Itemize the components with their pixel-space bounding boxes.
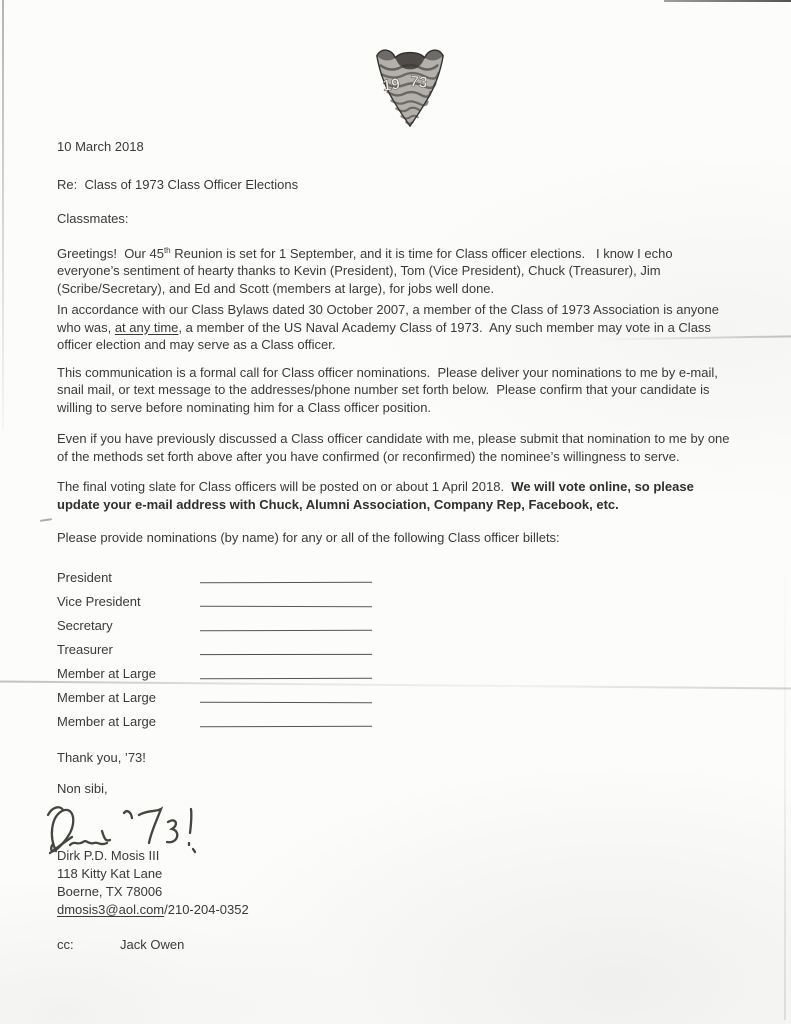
billet-row-treasurer xyxy=(57,637,737,661)
crest-year-right: 73 xyxy=(409,73,429,92)
nomination-blank-line xyxy=(200,653,372,654)
billet-row-secretary xyxy=(57,613,737,637)
scan-artifact-left-edge xyxy=(2,0,4,430)
billet-label: Member at Large xyxy=(57,689,156,705)
valediction: Non sibi, xyxy=(57,781,108,796)
letter-date: 10 March 2018 xyxy=(57,139,144,154)
subject-line: Re: Class of 1973 Class Officer Elections xyxy=(57,176,299,192)
billet-row-member-at-large-3 xyxy=(57,709,737,733)
billet-list xyxy=(57,565,737,733)
nomination-blank-line xyxy=(200,629,372,631)
paragraph-bylaws xyxy=(57,301,737,354)
scan-artifact-right-edge xyxy=(784,560,786,1020)
billet-label: Member at Large xyxy=(57,665,156,681)
paragraph-nomination-call: This communication is a formal call for Class officer nominations. Please deliver your nominations to me by e-mail, snail mail, or text message to the addresses/phone number set forth below. Please confirm that your candidate is willing to serve before nominating him for a Class officer position. xyxy=(57,364,722,415)
paragraph-voting-slate-text: The final voting slate for Class officers will be posted on or about 1 April 2018. xyxy=(57,479,512,494)
address-city-state-zip: Boerne, TX 78006 xyxy=(57,883,163,899)
contact-line xyxy=(57,901,737,919)
address-street: 118 Kitty Kat Lane xyxy=(57,865,163,881)
billet-row-member-at-large-1 xyxy=(57,661,737,685)
billet-label: President xyxy=(57,569,112,585)
cc-line xyxy=(57,936,737,954)
scan-artifact-margin-dash xyxy=(40,518,52,522)
salutation: Classmates: xyxy=(57,211,129,226)
billet-label: Member at Large xyxy=(57,713,156,729)
paragraph-greeting-text: Greetings! Our 45 xyxy=(57,245,164,261)
billet-row-vice-president xyxy=(57,589,737,613)
nomination-blank-line xyxy=(200,725,372,727)
paragraph-bylaws-text-cont: , a member of the US Naval Academy Class of 1973. Any such member may vote in a Class officer election and may serve as a Class officer. xyxy=(57,319,715,352)
cc-label: cc: xyxy=(57,936,74,952)
phone-number: /210-204-0352 xyxy=(164,901,249,917)
bold-online-voting-note: We will vote online, so please update your e-mail address with Chuck, Alumni Association, Company Rep, Facebook, etc. xyxy=(57,479,698,512)
cc-recipient: Jack Owen xyxy=(120,936,185,952)
class-of-1973-crest-logo xyxy=(370,46,450,128)
paragraph-resubmit-note: Even if you have previously discussed a Class officer candidate with me, please submit that nomination to me by one of the methods set forth above after you have confirmed (or reconfirmed) the nominee’s willingness to serve. xyxy=(57,431,734,464)
billet-label: Vice President xyxy=(57,593,141,609)
nomination-blank-line xyxy=(200,677,372,679)
billet-row-president xyxy=(57,565,737,589)
signer-name: Dirk P.D. Mosis III xyxy=(57,847,160,863)
underlined-phrase-at-any-time: at any time xyxy=(114,319,179,335)
handwritten-signature xyxy=(44,797,199,861)
billet-row-member-at-large-2 xyxy=(57,685,737,709)
nomination-blank-line xyxy=(200,605,372,606)
paragraph-greeting-text-cont: Reunion is set for 1 September, and it is time for Class officer elections. I know I echo everyone’s sentiment of hearty thanks to Kevin (President), Tom (Vice President), Chuck (Treasurer), Jim (Scribe/Secretary), and Ed and Scott (members at large), for jobs well done. xyxy=(57,245,677,296)
signature-strokes xyxy=(48,807,195,853)
billet-label: Secretary xyxy=(57,617,113,633)
paragraph-voting-slate xyxy=(57,478,737,513)
paragraph-billets-intro: Please provide nominations (by name) for any or all of the following Class officer billets: xyxy=(57,530,560,545)
nomination-blank-line xyxy=(200,581,372,583)
ordinal-suffix: th xyxy=(163,245,171,255)
paragraph-bylaws-text: In accordance with our Class Bylaws dated 30 October 2007, a member of the Class of 1973 Association is anyone who was, xyxy=(57,302,723,335)
paragraph-greeting xyxy=(57,242,737,298)
nomination-blank-line xyxy=(200,701,372,703)
crest-year-left: 19 xyxy=(381,75,402,95)
thanks-line: Thank you, ’73! xyxy=(57,749,146,765)
email-address: dmosis3@aol.com xyxy=(57,901,165,917)
billet-label: Treasurer xyxy=(57,641,113,657)
